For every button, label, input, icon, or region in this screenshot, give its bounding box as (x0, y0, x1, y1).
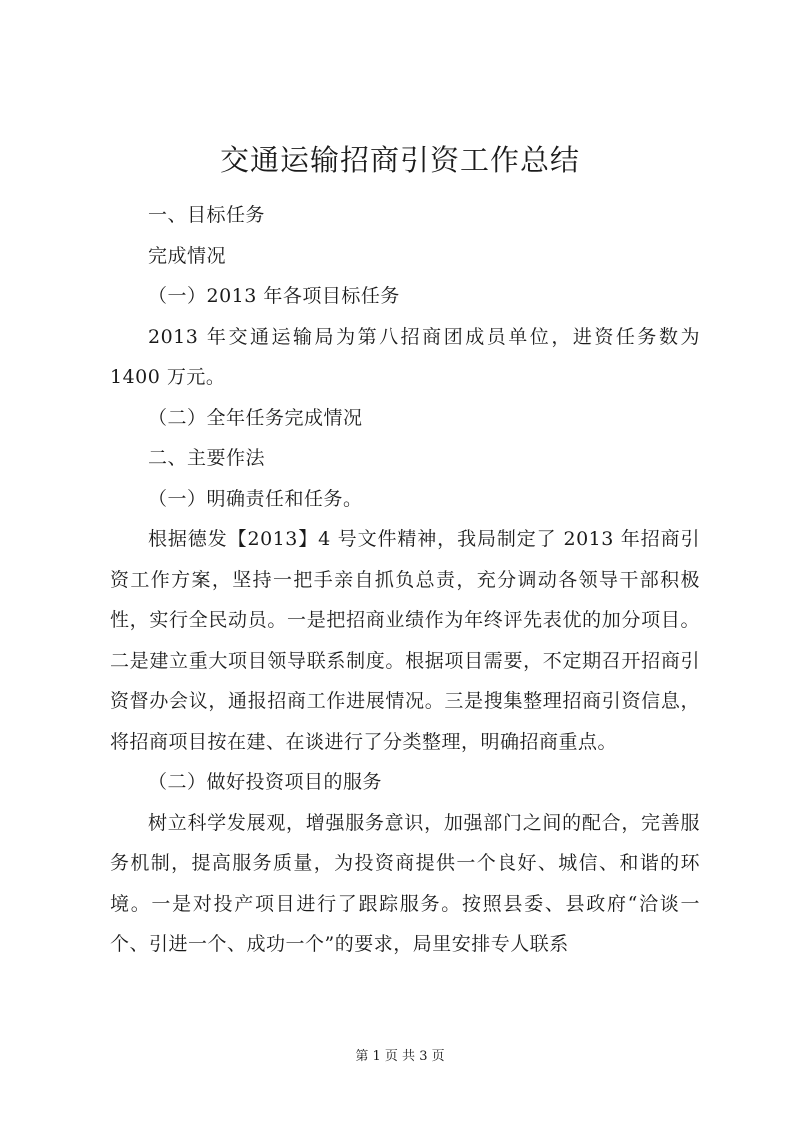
body-paragraph: 根据德发【2013】4 号文件精神，我局制定了 2013 年招商引资工作方案，坚持一把手亲自抓负总责，充分调动各领导干部积极性，实行全民动员。一是把招商业绩作为年终评先表优的加分项目。二是建立重大项目领导联系制度。根据项目需要，不定期召开招商引资督办会议，通报招商工作进展情况。三是搜集整理招商引资信息，将招商项目按在建、在谈进行了分类整理，明确招商重点。 (110, 528, 700, 753)
page-footer: 第 1 页 共 3 页 (355, 1049, 445, 1064)
subsection-heading: （二）全年任务完成情况 (148, 406, 363, 429)
subheading: 完成情况 (148, 244, 227, 267)
subsection-heading: （一）明确责任和任务。 (148, 487, 363, 510)
body-paragraph: 2013 年交通运输局为第八招商团成员单位，进资任务数为1400 万元。 (110, 325, 700, 388)
section-heading: 一、目标任务 (148, 204, 266, 226)
document-title: 交通运输招商引资工作总结 (219, 143, 580, 177)
subsection-heading: （二）做好投资项目的服务 (148, 771, 383, 793)
subsection-heading: （一）2013 年各项目标任务 (148, 285, 400, 307)
section-heading: 二、主要作法 (148, 447, 266, 469)
body-paragraph: 树立科学发展观，增强服务意识，加强部门之间的配合，完善服务机制，提高服务质量，为投资商提供一个良好、城信、和谐的环境。一是对投产项目进行了跟踪服务。按照县委、县政府“洽谈一个、引进一个、成功一个”的要求，局里安排专人联系 (110, 811, 700, 955)
document-body (110, 195, 700, 965)
